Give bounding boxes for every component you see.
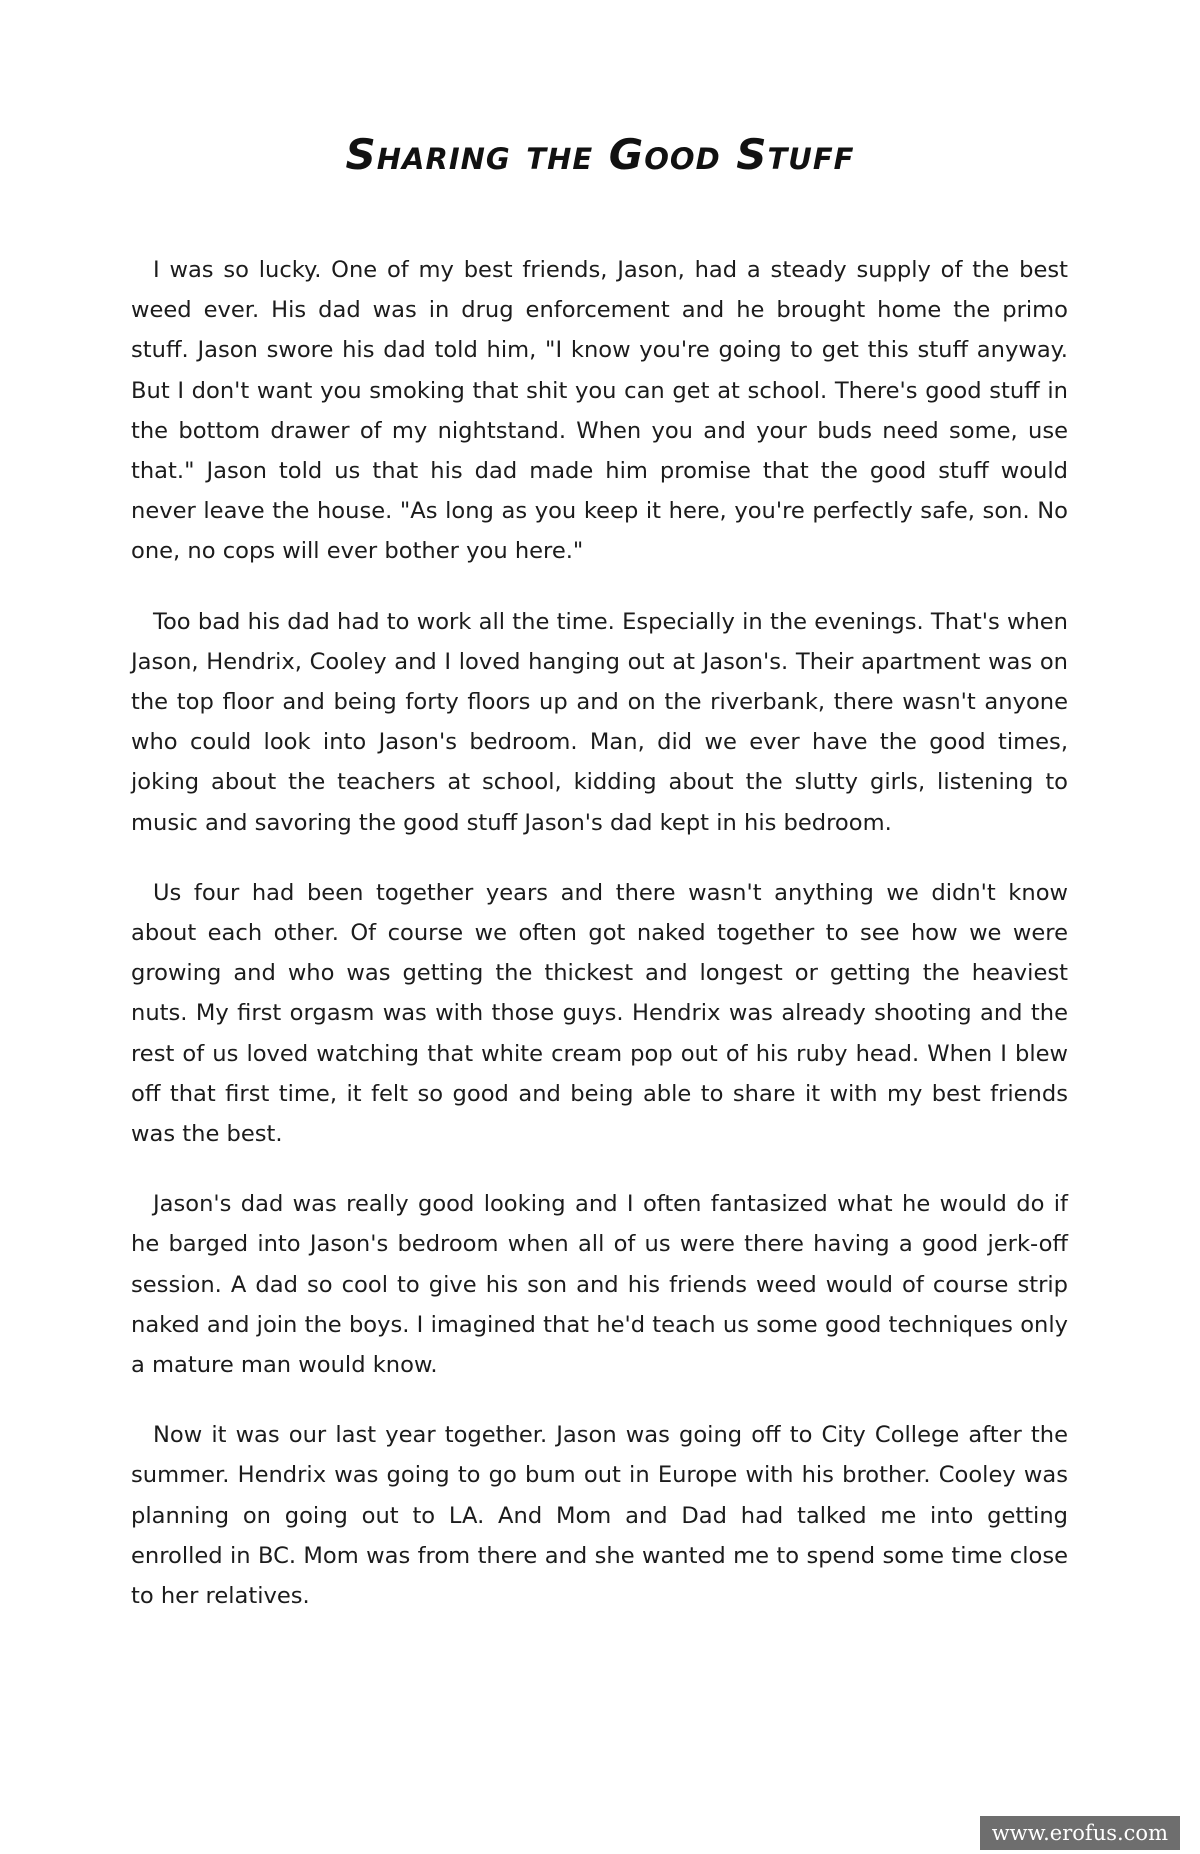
story-text [131, 250, 1068, 1646]
paragraph-2: Too bad his dad had to work all the time. Especially in the evenings. That's when Jason, Hendrix, Cooley and I loved hanging out at Jason's. Their apartment was on the top floor and being forty floors up and on the riverbank, there wasn't anyone who could look into Jason's bedroom. Man, did we ever have the good times, joking about the teachers at school, kidding about the slutty girls, listening to music and savoring the good stuff Jason's dad kept in his bedroom. [131, 608, 1068, 836]
paragraph-5: Now it was our last year together. Jason was going off to City College after the summer. Hendrix was going to go bum out in Europe with his brother. Cooley was planning on going out to LA. And Mom and Dad had talked me into getting enrolled in BC. Mom was from there and she wanted me to spend some time close to her relatives. [131, 1422, 1068, 1610]
paragraph-1: I was so lucky. One of my best friends, Jason, had a steady supply of the best weed ever. His dad was in drug enforcement and he brought home the primo stuff. Jason swore his dad told him, "I know you're going to get this stuff anyway. But I don't want you smoking that shit you can get at school. There's good stuff in the bottom drawer of my nightstand. When you and your buds need some, use that." Jason told us that his dad made him promise that the good stuff would never leave the house. "As long as you keep it here, you're perfectly safe, son. No one, no cops will ever bother you here." [131, 257, 1068, 565]
paragraph-3: Us four had been together years and there wasn't anything we didn't know about each other. Of course we often got naked together to see how we were growing and who was getting the thickest and longest or getting the heaviest nuts. My first orgasm was with those guys. Hendrix was already shooting and the rest of us loved watching that white cream pop out of his ruby head. When I blew off that first time, it felt so good and being able to share it with my best friends was the best. [131, 879, 1068, 1148]
paragraph-4: Jason's dad was really good looking and I often fantasized what he would do if he barged into Jason's bedroom when all of us were there having a good jerk-off session. A dad so cool to give his son and his friends weed would of course strip naked and join the boys. I imagined that he'd teach us some good techniques only a mature man would know. [131, 1191, 1068, 1379]
page-title: Sharing the Good Stuff [345, 130, 855, 179]
site-watermark: www.erofus.com [980, 1816, 1180, 1850]
